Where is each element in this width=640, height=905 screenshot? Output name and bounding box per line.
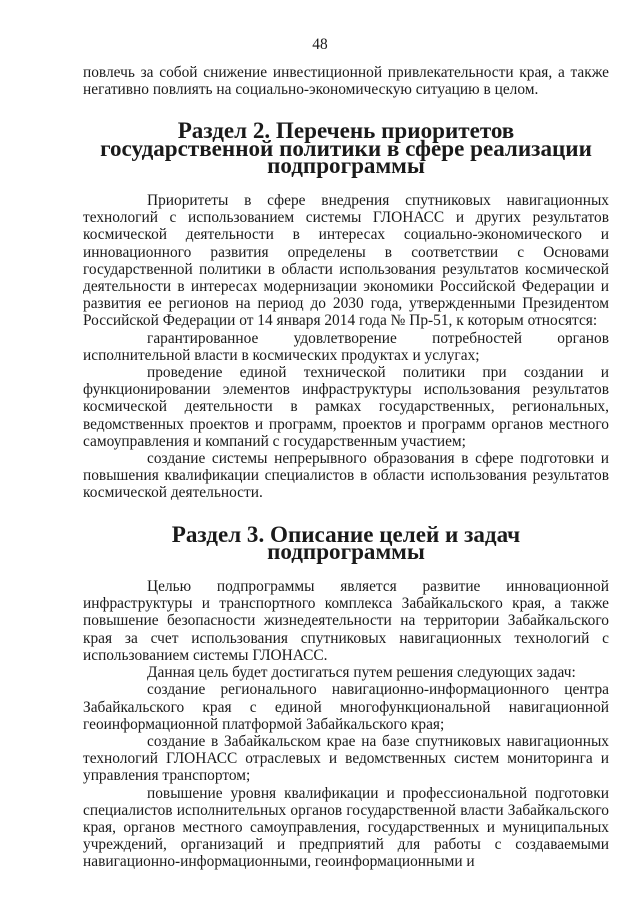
page-number: 48 [312, 36, 328, 53]
section3-paragraph-task-1: создание регионального навигационно-информационного центра Забайкальского края с единой многофункциональной навигационной геоинформационной платформой Забайкальского края; [83, 681, 609, 733]
section3-heading: Раздел 3. Описание целей и задач подпрограммы [171, 520, 521, 564]
section2-paragraph-item-1: гарантированное удовлетворение потребностей органов исполнительной власти в космических продуктах и услугах; [83, 329, 609, 364]
intro-paragraph: повлечь за собой снижение инвестиционной привлекательности края, а также негативно повлиять на социально-экономическую ситуацию в целом. [83, 64, 609, 99]
section2-paragraph-priorities: Приоритеты в сфере внедрения спутниковых навигационных технологий с использованием системы ГЛОНАСС и других результатов космической деятельности в интересах социально-экономического и инновационного развития определены в соответствии с Основами государственной политики в области использования результатов космической деятельности в интересах модернизации экономики Российской Федерации и развития ее регионов на период до 2030 года, утвержденными Президентом Российской Федерации от 14 января 2014 года № Пр-51, к которым относятся: [83, 192, 609, 330]
section3-paragraph-task-2: создание в Забайкальском крае на базе спутниковых навигационных технологий ГЛОНАСС отраслевых и ведомственных систем мониторинга и управления транспортом; [83, 732, 609, 785]
section3-paragraph-tasks-intro: Данная цель будет достигаться путем решения следующих задач: [147, 664, 576, 682]
section2-heading: Раздел 2. Перечень приоритетов государственной политики в сфере реализации подпрограммы [100, 117, 592, 178]
section3-paragraph-task-3: повышение уровня квалификации и профессиональной подготовки специалистов исполнительных органов государственной власти Забайкальского края, органов местного самоуправления, государственных и муниципальных учреждений, организаций и предприятий для работы с создаваемыми навигационно-информационными, геоинформационными и [83, 784, 609, 871]
page-content [83, 64, 609, 871]
section2-paragraph-item-3: создание системы непрерывного образования в сфере подготовки и повышения квалификации специалистов в области использования результатов космической деятельности. [83, 450, 609, 502]
section3-paragraph-goal: Целью подпрограммы является развитие инновационной инфраструктуры и транспортного комплекса Забайкальского края, а также повышение безопасности жизнедеятельности на территории Забайкальского края за счет использования спутниковых навигационных технологий с использованием системы ГЛОНАСС. [83, 578, 609, 664]
section2-paragraph-item-2: проведение единой технической политики при создании и функционировании элементов инфраструктуры использования результатов космической деятельности в рамках государственных, региональных, ведомственных проектов и программ, проектов и программ органов местного самоуправления и компаний с государственным участием; [83, 364, 609, 450]
